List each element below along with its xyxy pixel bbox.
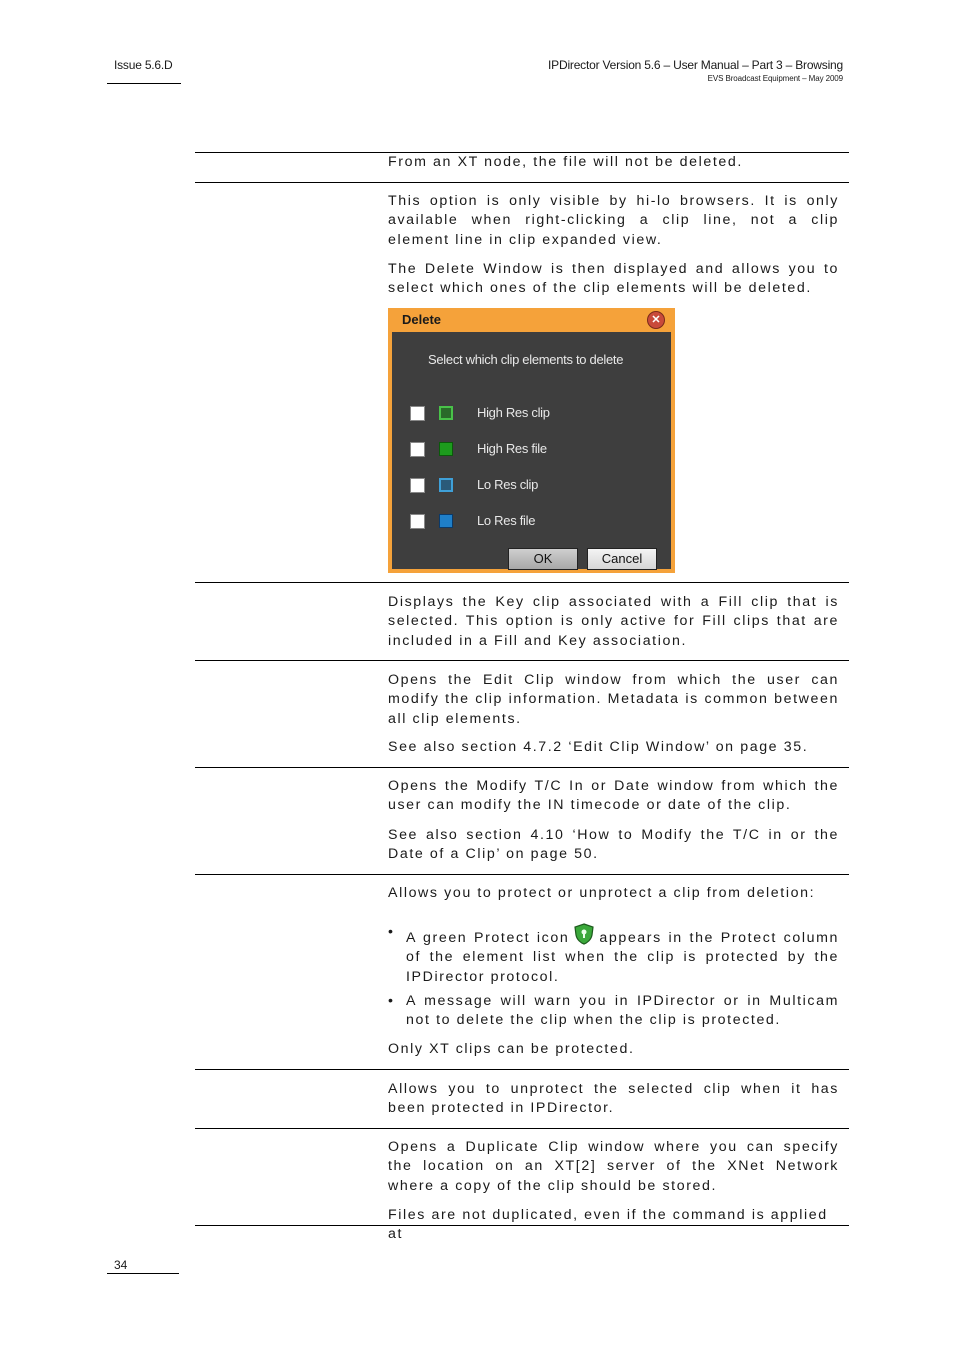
- row-text: This option is only visible by hi-lo browsers. It is only available when right-clicking a clip line, not a clip element line in clip expanded view.: [388, 193, 839, 248]
- table-rule: [195, 767, 849, 768]
- checkbox[interactable]: [410, 442, 425, 457]
- table-rule: [195, 1069, 849, 1070]
- bullet-item: • A message will warn you in IPDirector or in Multicam not to delete the clip when the clip is protected.: [388, 992, 839, 1031]
- option-label: High Res clip: [477, 405, 550, 420]
- high-res-file-icon: [439, 442, 453, 456]
- lo-res-clip-icon: [439, 478, 453, 492]
- dialog-title: Delete: [402, 312, 442, 327]
- high-res-clip-icon: [439, 406, 453, 420]
- document-title: IPDirector Version 5.6 – User Manual – Part 3 – Browsing: [548, 58, 843, 72]
- checkbox[interactable]: [410, 514, 425, 529]
- close-icon[interactable]: ✕: [647, 311, 665, 329]
- dialog-body: [392, 332, 671, 569]
- option-label: High Res file: [477, 441, 547, 456]
- row-text: See also section 4.10 ‘How to Modify the T/C in or the Date of a Clip’ on page 50.: [388, 827, 839, 863]
- row-text: Opens the Edit Clip window from which the user can modify the clip information. Metadata is common between all clip elements.: [388, 672, 839, 727]
- row-text: Opens a Duplicate Clip window where you can specify the location on an XT[2] server of the XNet Network where a copy of the clip should be stored.: [388, 1139, 839, 1194]
- document-subtitle: EVS Broadcast Equipment – May 2009: [707, 74, 843, 83]
- lo-res-file-icon: [439, 514, 453, 528]
- row-text: Allows you to protect or unprotect a clip from deletion:: [388, 885, 816, 901]
- bullet-text: A green Protect icon: [406, 930, 570, 946]
- page-number: 34: [114, 1258, 128, 1272]
- protect-icon: [573, 923, 595, 945]
- bullet-item: • A green Protect icon appears in the Protect column of the element list when the clip is protected by the IPDirector protocol.: [388, 924, 839, 985]
- row-text: Displays the Key clip associated with a Fill clip that is selected. This option is only active for Fill clips that are included in a Fill and Key association.: [388, 594, 839, 649]
- header-left-rule: [107, 83, 181, 84]
- table-rule: [195, 660, 849, 661]
- header-right: [548, 58, 843, 83]
- table-rule: [195, 1225, 849, 1226]
- delete-dialog: [388, 308, 675, 573]
- row-text: From an XT node, the file will not be deleted.: [388, 154, 743, 170]
- cancel-button[interactable]: Cancel: [587, 548, 657, 570]
- table-rule: [195, 182, 849, 183]
- issue-label: Issue 5.6.D: [114, 58, 173, 72]
- bullet-text: A message will warn you in IPDirector or in Multicam not to delete the clip when the clip is protected.: [406, 993, 839, 1029]
- table-rule: [195, 582, 849, 583]
- row-text: Files are not duplicated, even if the command is applied at: [388, 1207, 828, 1243]
- dialog-prompt: Select which clip elements to delete: [428, 352, 624, 367]
- row-text: Allows you to unprotect the selected clip when it has been protected in IPDirector.: [388, 1081, 839, 1117]
- table-rule: [195, 1128, 849, 1129]
- checkbox[interactable]: [410, 406, 425, 421]
- row-text: Opens the Modify T/C In or Date window from which the user can modify the IN timecode or date of the clip.: [388, 778, 839, 814]
- row-text: Only XT clips can be protected.: [388, 1041, 635, 1057]
- option-label: Lo Res file: [477, 513, 536, 528]
- footer-rule: [107, 1273, 179, 1274]
- ok-button[interactable]: OK: [508, 548, 578, 570]
- row-text: See also section 4.7.2 ‘Edit Clip Window’ on page 35.: [388, 739, 809, 755]
- checkbox[interactable]: [410, 478, 425, 493]
- row-text: The Delete Window is then displayed and allows you to select which ones of the clip elements will be deleted.: [388, 261, 839, 297]
- bullet-text: appears in the Protect column of the element list when the clip is protected by the IPDirector protocol.: [406, 930, 839, 985]
- table-rule: [195, 874, 849, 875]
- option-label: Lo Res clip: [477, 477, 539, 492]
